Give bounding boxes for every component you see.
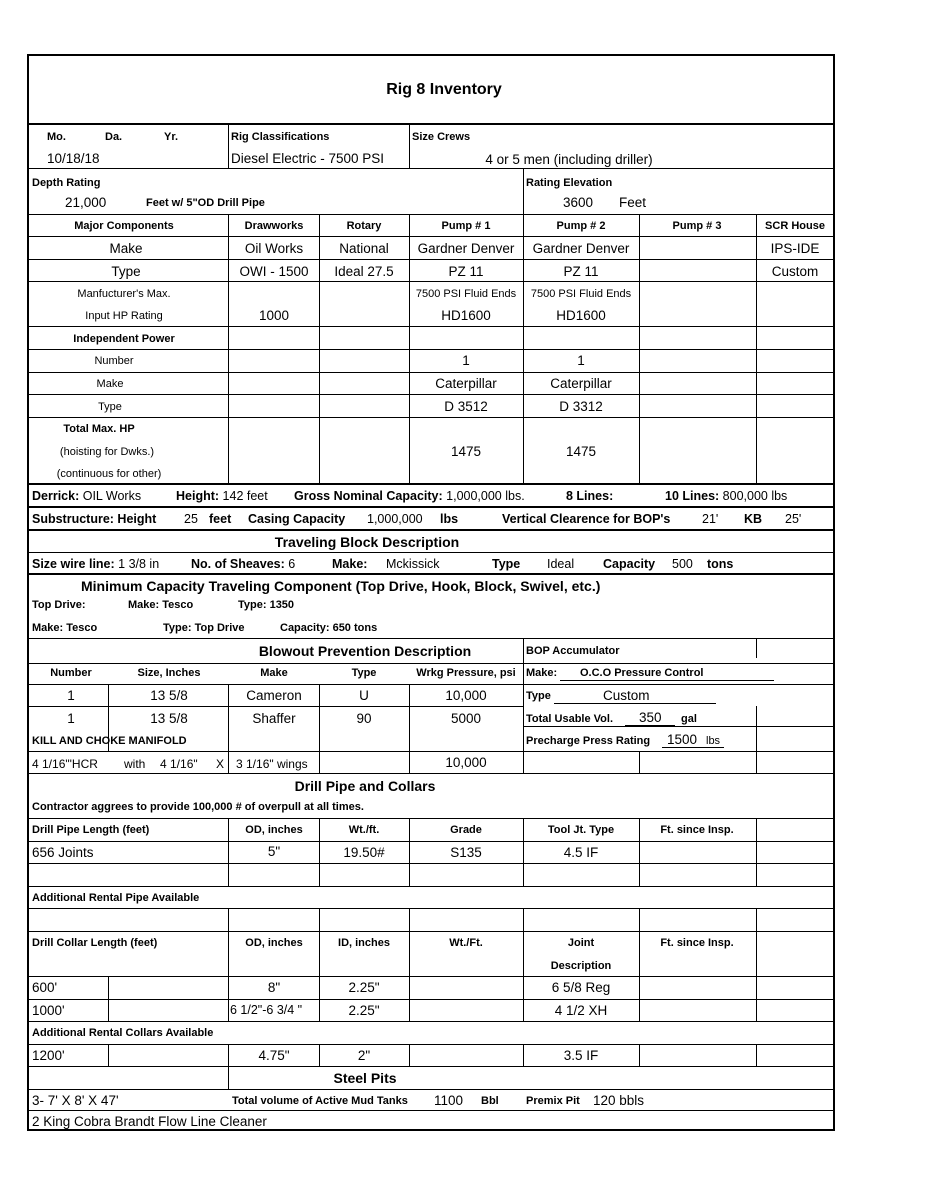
- inventory-sheet: [27, 54, 835, 1131]
- rotary-make: National: [339, 241, 389, 256]
- kill-choke-x: X: [216, 757, 225, 771]
- rental-collars-label: Additional Rental Collars Available: [32, 1027, 214, 1039]
- drill-pipe-title: Drill Pipe and Collars: [294, 778, 436, 794]
- pump1-fluid-ends: 7500 PSI Fluid Ends: [415, 288, 517, 300]
- bop-hdr-pressure: Wrkg Pressure, psi: [416, 667, 516, 679]
- date-value: 10/18/18: [47, 151, 100, 166]
- collar2-od: 6 1/2"-6 3/4 ": [230, 1003, 303, 1017]
- indep-power-label: Independent Power: [73, 333, 175, 345]
- accum-make-label: Make:: [526, 667, 558, 679]
- precharge-unit: lbs: [706, 735, 721, 747]
- mud-tanks-value: 1100: [434, 1093, 464, 1108]
- mud-tanks-unit: Bbl: [481, 1095, 499, 1107]
- collar-hdr-od: OD, inches: [245, 937, 303, 949]
- bop-title: Blowout Prevention Description: [258, 643, 472, 659]
- rental-collar-od: 4.75": [258, 1048, 290, 1063]
- indep-number-label: Number: [94, 355, 134, 367]
- wire-line: Size wire line: 1 3/8 in: [32, 557, 160, 571]
- pump1-number: 1: [462, 353, 470, 368]
- top-drive-type: Type: 1350: [238, 599, 295, 611]
- pump1-total-hp: 1475: [450, 444, 482, 459]
- block-type-value: Ideal: [547, 557, 575, 571]
- collar-hdr-id: ID, inches: [338, 937, 390, 949]
- precharge-value: 1500: [667, 732, 698, 747]
- pipe-hdr-grade: Grade: [450, 824, 482, 836]
- kill-choke-size: 4 1/16": [160, 757, 198, 771]
- make-label: Make: [109, 241, 143, 256]
- collar-hdr-insp: Ft. since Insp.: [660, 937, 734, 949]
- pump2-engine-type: D 3312: [559, 399, 603, 414]
- pipe-length: 656 Joints: [32, 845, 94, 860]
- pump1-engine-make: Caterpillar: [435, 376, 497, 391]
- pipe-hdr-length: Drill Pipe Length (feet): [32, 824, 150, 836]
- pump1-make: Gardner Denver: [417, 241, 515, 256]
- sheaves: No. of Sheaves: 6: [191, 557, 296, 571]
- bop-row1-pressure: 10,000: [445, 688, 487, 703]
- collar1-joint: 6 5/8 Reg: [551, 980, 611, 995]
- substructure-height: 25: [184, 512, 198, 526]
- bop-row1-make: Cameron: [246, 688, 302, 703]
- size-crews-value: 4 or 5 men (including driller): [485, 152, 653, 167]
- kill-choke-hcr: 4 1/16"'HCR: [32, 757, 98, 771]
- indep-make-label: Make: [96, 378, 124, 390]
- pipe-od: 5": [267, 844, 281, 859]
- collar-hdr-wt: Wt./Ft.: [449, 937, 483, 949]
- scr-type: Custom: [771, 264, 819, 279]
- derrick-gross-capacity: Gross Nominal Capacity: 1,000,000 lbs.: [294, 489, 525, 503]
- type-label: Type: [111, 264, 141, 279]
- top-drive-label: Top Drive:: [32, 599, 86, 611]
- derrick-10-lines: 10 Lines: 800,000 lbs: [665, 489, 788, 503]
- collar2-length: 1000': [32, 1003, 65, 1018]
- kb-label: KB: [744, 512, 763, 526]
- collar1-id: 2.25": [348, 980, 380, 995]
- td-capacity: Capacity: 650 tons: [280, 622, 378, 634]
- rental-collar-joint: 3.5 IF: [563, 1048, 599, 1063]
- rotary-type: Ideal 27.5: [334, 264, 394, 279]
- kill-choke-label: KILL AND CHOKE MANIFOLD: [32, 735, 187, 747]
- pipe-hdr-tool: Tool Jt. Type: [547, 824, 615, 836]
- mfr-label-2: Input HP Rating: [85, 310, 163, 322]
- collar1-length: 600': [32, 980, 58, 995]
- mfr-label-1: Manfucturer's Max.: [77, 288, 171, 300]
- collar1-od: 8": [267, 980, 281, 995]
- rig-class-label: Rig Classifications: [231, 131, 330, 143]
- rating-elevation-label: Rating Elevation: [526, 177, 613, 189]
- drawworks-hp: 1000: [258, 308, 290, 323]
- block-make-value: Mckissick: [386, 557, 440, 571]
- yr-label: Yr.: [164, 131, 179, 143]
- premix-label: Premix Pit: [526, 1095, 580, 1107]
- depth-rating-value: 21,000: [65, 195, 107, 210]
- derrick-height: Height: 142 feet: [176, 489, 268, 503]
- rating-elevation-unit: Feet: [619, 195, 647, 210]
- rental-pipe-label: Additional Rental Pipe Available: [32, 892, 200, 904]
- block-type-label: Type: [492, 557, 521, 571]
- pump1-type: PZ 11: [448, 264, 484, 279]
- bop-row1-number: 1: [67, 688, 75, 703]
- drawworks-type: OWI - 1500: [239, 264, 309, 279]
- accum-type-value: Custom: [603, 688, 650, 703]
- drawworks-make: Oil Works: [244, 241, 304, 256]
- min-capacity-title: Minimum Capacity Traveling Component (Top Drive, Hook, Block, Swivel, etc.): [81, 578, 601, 594]
- collar2-joint: 4 1/2 XH: [554, 1003, 608, 1018]
- bop-hdr-make: Make: [260, 667, 288, 679]
- pump2-engine-make: Caterpillar: [550, 376, 612, 391]
- bop-row2-number: 1: [67, 711, 75, 726]
- hdr-pump2: Pump # 2: [556, 220, 606, 232]
- derrick-row: [32, 490, 141, 503]
- bop-row2-make: Shaffer: [252, 711, 296, 726]
- pipe-tool: 4.5 IF: [563, 845, 599, 860]
- rig-class-value: Diesel Electric - 7500 PSI: [231, 151, 385, 166]
- hdr-pump3: Pump # 3: [672, 220, 722, 232]
- collar-hdr-joint: Joint: [567, 937, 595, 949]
- substructure-height-unit: feet: [209, 512, 232, 526]
- accum-vol-unit: gal: [681, 713, 697, 725]
- flow-line-cleaner: 2 King Cobra Brandt Flow Line Cleaner: [32, 1114, 267, 1129]
- total-hp-continuous: (continuous for other): [56, 468, 162, 480]
- size-crews-label: Size Crews: [412, 131, 471, 143]
- bop-row1-size: 13 5/8: [150, 688, 188, 703]
- mud-tanks-label: Total volume of Active Mud Tanks: [232, 1095, 408, 1107]
- scr-make: IPS-IDE: [770, 241, 820, 256]
- depth-rating-label: Depth Rating: [32, 177, 101, 189]
- top-drive-make: Make: Tesco: [128, 599, 194, 611]
- pipe-grade: S135: [450, 845, 482, 860]
- pump2-make: Gardner Denver: [532, 241, 630, 256]
- pump2-total-hp: 1475: [565, 444, 597, 459]
- hdr-drawworks: Drawworks: [244, 220, 304, 232]
- bop-hdr-size: Size, Inches: [137, 667, 201, 679]
- block-make-label: Make:: [332, 557, 368, 571]
- vertical-clearance-value: 21': [702, 512, 719, 526]
- derrick-8-lines-label: 8 Lines:: [566, 489, 614, 503]
- rating-elevation-value: 3600: [563, 195, 594, 210]
- overpull-note: Contractor aggrees to provide 100,000 # of overpull at all times.: [32, 801, 364, 813]
- pump2-number: 1: [577, 353, 585, 368]
- bop-hdr-type: Type: [351, 667, 377, 679]
- bop-row2-pressure: 5000: [450, 711, 482, 726]
- collar2-id: 2.25": [348, 1003, 380, 1018]
- page-title: Rig 8 Inventory: [386, 81, 502, 98]
- casing-capacity-label: Casing Capacity: [248, 512, 346, 526]
- bop-row2-size: 13 5/8: [150, 711, 188, 726]
- block-capacity-unit: tons: [707, 557, 734, 571]
- pump2-type: PZ 11: [563, 264, 599, 279]
- bop-row1-type: U: [359, 688, 369, 703]
- hdr-scr-house: SCR House: [765, 220, 825, 232]
- accum-vol-label: Total Usable Vol.: [526, 713, 613, 725]
- hdr-major-components: Major Components: [74, 220, 174, 232]
- casing-capacity-unit: lbs: [440, 512, 459, 526]
- total-hp-hoisting: (hoisting for Dwks.): [59, 446, 155, 458]
- depth-rating-unit: Feet w/ 5"OD Drill Pipe: [146, 197, 265, 209]
- pipe-wt: 19.50#: [343, 845, 385, 860]
- pump2-model: HD1600: [556, 308, 606, 323]
- td-make: Make: Tesco: [32, 622, 98, 634]
- collar-hdr-length: Drill Collar Length (feet): [32, 937, 158, 949]
- block-capacity-label: Capacity: [603, 557, 656, 571]
- rental-collar-id: 2": [357, 1048, 371, 1063]
- steel-pits-title: Steel Pits: [333, 1070, 397, 1086]
- kill-choke-wings: 3 1/16" wings: [236, 757, 308, 771]
- bop-hdr-number: Number: [50, 667, 92, 679]
- total-hp-label: Total Max. HP: [63, 423, 135, 435]
- pits-size: 3- 7' X 8' X 47': [32, 1093, 119, 1108]
- indep-type-label: Type: [98, 401, 122, 413]
- precharge-label: Precharge Press Rating: [526, 735, 651, 747]
- accum-make-value: O.C.O Pressure Control: [580, 667, 704, 679]
- mo-label: Mo.: [47, 131, 66, 143]
- derrick-label: Derrick:: [32, 489, 80, 503]
- kill-choke-with: with: [124, 757, 146, 771]
- substructure-label: Substructure: Height: [32, 512, 157, 526]
- casing-capacity-value: 1,000,000: [367, 512, 423, 526]
- premix-value: 120 bbls: [593, 1093, 645, 1108]
- td-type: Type: Top Drive: [163, 622, 245, 634]
- pump1-engine-type: D 3512: [444, 399, 488, 414]
- bop-row2-type: 90: [356, 711, 372, 726]
- derrick-value: OIL Works: [82, 489, 142, 503]
- block-capacity-value: 500: [672, 557, 693, 571]
- rental-collar-length: 1200': [32, 1048, 65, 1063]
- kb-value: 25': [785, 512, 802, 526]
- pipe-hdr-od: OD, inches: [245, 824, 303, 836]
- traveling-block-title: Traveling Block Description: [274, 534, 460, 550]
- kill-choke-pressure: 10,000: [445, 755, 487, 770]
- pipe-hdr-wt: Wt./ft.: [348, 824, 380, 836]
- collar-hdr-description: Description: [550, 960, 612, 972]
- hdr-pump1: Pump # 1: [441, 220, 491, 232]
- pump2-fluid-ends: 7500 PSI Fluid Ends: [530, 288, 632, 300]
- da-label: Da.: [105, 131, 123, 143]
- vertical-clearance-label: Vertical Clearence for BOP's: [502, 512, 671, 526]
- pipe-hdr-insp: Ft. since Insp.: [660, 824, 734, 836]
- accum-vol-value: 350: [639, 710, 662, 725]
- bop-accumulator-title: BOP Accumulator: [526, 645, 620, 657]
- hdr-rotary: Rotary: [346, 220, 382, 232]
- accum-type-label: Type: [526, 690, 551, 702]
- pump1-model: HD1600: [441, 308, 491, 323]
